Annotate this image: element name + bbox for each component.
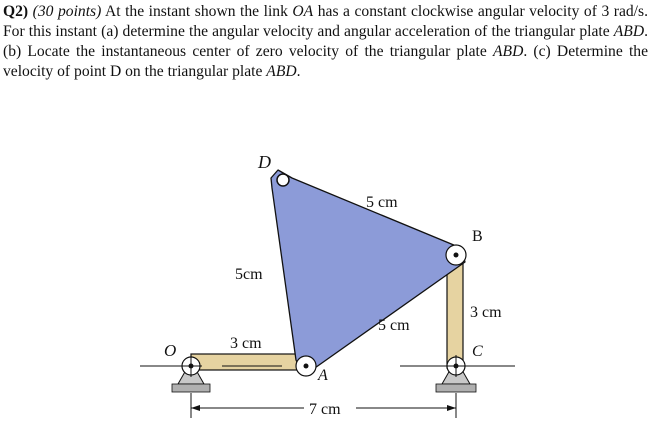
pin-a-center bbox=[304, 364, 309, 369]
question-text-2: has a constant clockwise angular velocity of 3 rad/s. For this instant (a) determine the angular velocity and angular acceleration of the triangular plate bbox=[3, 3, 648, 40]
dim-oa-label: 3 cm bbox=[230, 335, 262, 352]
support-c bbox=[436, 355, 476, 392]
dim-bc-label: 3 cm bbox=[470, 304, 502, 321]
label-b: B bbox=[472, 228, 483, 245]
label-o: O bbox=[164, 341, 177, 360]
dim-oc-label: 7 cm bbox=[309, 401, 341, 418]
label-a: A bbox=[318, 367, 328, 384]
dim-db-label: 5 cm bbox=[366, 194, 398, 211]
plate-name-1: ABD bbox=[613, 23, 645, 40]
dim-ab-label: 5 cm bbox=[378, 317, 410, 334]
link-oa-name: OA bbox=[292, 3, 314, 20]
question-number: Q2) bbox=[3, 3, 29, 20]
plate-name-3: ABD bbox=[266, 63, 297, 80]
question-text-5: . bbox=[296, 63, 301, 80]
label-c: C bbox=[472, 343, 483, 360]
link-oa bbox=[191, 354, 303, 370]
pin-d bbox=[277, 174, 289, 186]
question-text-3: . (b) Locate the instantaneous center of zero velocity of the triangular plate bbox=[3, 23, 648, 60]
question-text-4: . (c) Determine the velocity of point D on the triangular plate bbox=[3, 43, 648, 80]
plate-name-2: ABD bbox=[493, 43, 524, 60]
dim-da-label: 5cm bbox=[235, 266, 263, 283]
question-points: (30 points) bbox=[32, 3, 102, 20]
pin-b-center bbox=[454, 253, 459, 258]
label-d: D bbox=[258, 152, 271, 172]
question-text-1: At the instant shown the link bbox=[101, 3, 293, 20]
